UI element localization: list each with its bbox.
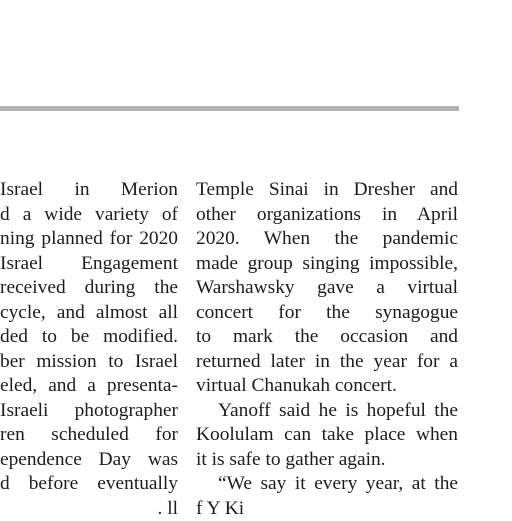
text-line: ded to be modified. bbox=[0, 325, 178, 350]
text-line: ber mission to Israel bbox=[0, 350, 178, 375]
text-line: 2020. When the pandemic bbox=[196, 227, 458, 252]
text-line: Israel Engagement bbox=[0, 252, 178, 277]
text-line: Israeli photographer bbox=[0, 399, 178, 424]
text-line: ning planned for 2020 bbox=[0, 227, 178, 252]
text-line: Temple Sinai in Dresher and bbox=[196, 178, 458, 203]
text-line: Warshawsky gave a virtual bbox=[196, 276, 458, 301]
text-line: d before eventually bbox=[0, 472, 178, 497]
article-column-right bbox=[196, 178, 458, 521]
text-line-quote-start: “We say it every year, at the bbox=[196, 472, 458, 497]
text-line: Koolulam can take place when bbox=[196, 423, 458, 448]
text-line: Israel in Merion bbox=[0, 178, 178, 203]
article-column-left bbox=[0, 178, 178, 521]
text-line-paragraph-end: virtual Chanukah concert. bbox=[196, 374, 458, 399]
text-line: cycle, and almost all bbox=[0, 301, 178, 326]
text-line: other organizations in April bbox=[196, 203, 458, 228]
section-divider-rule bbox=[0, 106, 459, 111]
text-line-paragraph-start: Yanoff said he is hopeful the bbox=[196, 399, 458, 424]
text-line: made group singing impossible, bbox=[196, 252, 458, 277]
text-line-partial: . ll bbox=[0, 497, 178, 521]
text-line: eled, and a presenta- bbox=[0, 374, 178, 399]
text-line: ren scheduled for bbox=[0, 423, 178, 448]
text-line-partial: f Y Ki bbox=[196, 497, 458, 521]
text-line: ependence Day was bbox=[0, 448, 178, 473]
text-line: concert for the synagogue bbox=[196, 301, 458, 326]
text-line: d a wide variety of bbox=[0, 203, 178, 228]
text-line-paragraph-end: it is safe to gather again. bbox=[196, 448, 458, 473]
text-line: to mark the occasion and bbox=[196, 325, 458, 350]
text-line: returned later in the year for a bbox=[196, 350, 458, 375]
text-line: received during the bbox=[0, 276, 178, 301]
